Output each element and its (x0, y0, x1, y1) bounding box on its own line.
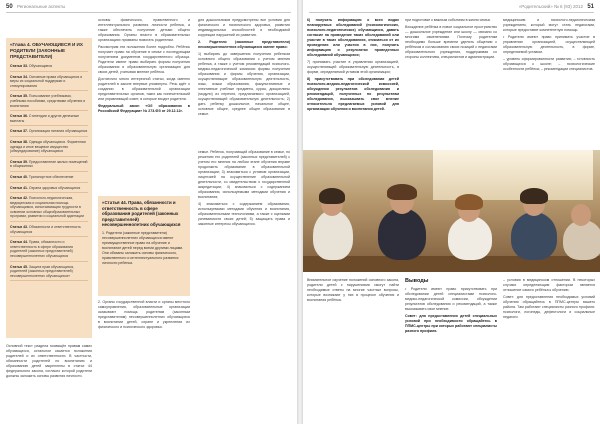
article-title: Одежда обучающихся. Форменная одежда и иное вещевое имущество (обмундирование) обучающихся (10, 139, 86, 154)
student-hair (520, 188, 548, 204)
article-title: Основные права обучающихся и меры их социальной поддержки и стимулирования (10, 74, 83, 88)
header-divider (309, 12, 594, 13)
article-title: Транспортное обеспечение (28, 174, 74, 179)
left-column-2-bottom (98, 300, 190, 422)
sidebar-article-item (10, 160, 88, 172)
paragraph: 8) присутствовать при обследовании детей психолого-медико-педагогической комиссией, обсуждении результатов обследования и рекомендаций, полученных по результатам обследования, высказывать свое мнение относительно предлагаемых условий для организации обучения и воспитания детей. (307, 77, 399, 111)
paragraph: для дошкольников предусмотрены все условия для физического и психического здоровья, развития индивидуальных способностей и необходимой коррекции нарушений их развития. (198, 18, 290, 37)
paragraph: при подготовке к важным событиям в жизни семьи. (405, 18, 491, 22)
photo-window (433, 150, 593, 200)
paragraph: Внимательное изучение положений основного закона, родители детей с нарушениями смогут найти необходимые ответы на многие частные вопросы, которые возникают у них в процессе обучения и воспитания ребёнка. (307, 278, 399, 302)
sidebar-article-item (10, 225, 88, 237)
paragraph: Достаточно много интересной статьи, когда именно родителей в законе впервые упомянуты. Речь идёт о создании в образовательной организации представительных органов, таких как попечительский или управляющий совет, в которые входят родители. (98, 77, 190, 101)
student-hair (319, 188, 345, 204)
paragraph: Совет: для предоставления необходимых условий обучения обращайтесь в ППМС-центры вашего района. Там работают специалисты разного профиля: психологи, логопеды, дефектологи и социальные педагоги. (503, 295, 595, 319)
article-number: Статья 39. (10, 159, 28, 164)
paragraph: 4) знакомиться с содержанием образования, используемыми методами обучения и воспитания, образовательными технологиями, а также с оценками успеваемости своих детей; 5) защищать права и законные интересы обучающихся. (198, 202, 290, 226)
issue-title: «Родительский» № 6 (93) 2012 (518, 4, 584, 9)
article-title: Обучающиеся (28, 64, 53, 68)
right-column-1-top (307, 18, 399, 148)
rights-heading: 2. Родители (законные представители) несовершеннолетних обучающихся имеют право: (198, 40, 290, 49)
article-title: Охрана здоровья обучающихся (28, 185, 81, 190)
paragraph: основы физического, нравственного и интеллектуального развития личности ребенка, а также обеспечить получение детьми общего образования. Органы власти в образовательных организациях призваны помогать родителям. (98, 18, 190, 42)
paragraph: • Родители имеют право принимать участие в управлении организацией, осуществляющей образовательную деятельность, в форме, определяемой уставом. (503, 35, 595, 54)
advice-paragraph: Совет: для предоставления детей специальных условий при необходимости обращайтесь в ППМС-центры при которых работают специалисты разного профиля. (405, 314, 497, 333)
article-title: Защита прав обучающихся, родителей (законных представителей) несовершеннолетних обучающихся» (10, 264, 75, 278)
article-title: Стипендии и другие денежные выплаты (10, 114, 80, 123)
paragraph: Вхождение ребёнка в новое социальное пространство — дошкольное учреждение или школу — связано со многими изменениями. Поэтому родителям необходимо больше времени уделять общению с ребёнком и согласованию своих позиций с педагогами образовательного учреждения, поддерживая со стороны коллектива, специалистов и администрации. (405, 25, 497, 59)
student-head (571, 204, 591, 226)
left-column-1-bottom (6, 344, 92, 422)
sidebar-article-item (10, 175, 88, 183)
paragraph: Основной текст раздела посвящён правам самих обучающихся, остальное касается положения родителей и их ответственности. В частности, обязанности родителей по воспитанию и образованию детей закреплены в статье 44 федерального закона, согласно которой родители должны заложить основы развития личности. (6, 344, 92, 378)
right-column-3-top (503, 18, 595, 148)
law-chapter-sidebar (6, 38, 92, 338)
highlight-title: «Статья 44. Права, обязанности и ответственность в сфере образования родителей (законных представителей) несовершеннолетних обучающихся (102, 200, 181, 228)
conclusions-heading: Выводы (405, 278, 429, 284)
header-divider (6, 12, 291, 13)
left-page-header (6, 4, 65, 10)
paragraph: 1) выбирать до завершения получения ребенком основного общего образования с учетом мнения ребенка, а также с учетом рекомендаций психолого-медико-педагогической комиссии формы получения образования и формы обучения, организации, осуществляющие образовательную деятельность, язык, языки образования, факультативные и элективные учебные предметы, курсы, дисциплины (модули) из перечня, предлагаемого организацией, осуществляющей образовательную деятельность; 2) дать ребенку дошкольное, начальное общее, основное общее, среднее общее образование в семье. (198, 52, 290, 116)
article-number: Статья 35. (10, 94, 28, 99)
sidebar-article-item (10, 75, 88, 92)
article-number: Статья 38. (10, 139, 28, 144)
paragraph: – уровень сформированности развития; – готовность обучающихся к школе; – психологические особенности ребёнка; – рекомендации специалистов. (503, 57, 595, 71)
student-figure (378, 208, 426, 260)
right-page-number: 51 (587, 4, 594, 10)
right-column-2-top (405, 18, 497, 148)
left-section-title: Региональные аспекты (16, 4, 66, 9)
right-column-3-bottom (503, 278, 595, 422)
sidebar-article-item (10, 186, 88, 194)
sidebar-article-item (10, 265, 88, 282)
right-column-2-bottom (405, 278, 497, 422)
article-number: Статья 41. (10, 185, 28, 190)
article-number: Статья 43. (10, 225, 28, 230)
sidebar-article-item (10, 129, 88, 137)
left-column-3-top (198, 18, 290, 146)
right-page-header (519, 4, 594, 10)
paragraph: 2. Органы государственной власти и органы местного самоуправления, образовательные организации оказывают помощь родителям (законным представителям) несовершеннолетних обучающихся в воспитании детей, охране и укреплении их физического и психического здоровья. (98, 300, 190, 329)
sidebar-title: «Глава 4. ОБУЧАЮЩИЕСЯ И ИХ РОДИТЕЛИ (ЗАКОННЫЕ ПРЕДСТАВИТЕЛИ) (10, 42, 83, 59)
paragraph: медицинским и психолого-педагогическим учреждением, который могут стать педагогами, которые предоставят компетентную помощь. (503, 18, 595, 32)
highlight-body: 1. Родители (законные представители) несовершеннолетних обучающихся имеют преимущественное право на обучение и воспитание детей перед всеми другими лицами. Они обязаны заложить основы физического, нравственного и интеллектуального развития личности ребенка. (102, 230, 184, 265)
article-number: Статья 33. (10, 64, 28, 68)
right-page (303, 0, 600, 424)
article-title: Организация питания обучающихся (28, 129, 88, 134)
article-44-highlight (98, 196, 190, 296)
article-number: Статья 37. (10, 129, 28, 134)
student-hair (387, 184, 417, 200)
article-title: Предоставление жилых помещений в общежитиях (10, 159, 88, 169)
sidebar-article-item (10, 94, 88, 111)
sidebar-article-item (10, 240, 88, 261)
photo-desk (303, 256, 600, 272)
sidebar-article-list (10, 64, 88, 281)
law-reference: Федеральный закон «Об образовании в Российской Федерации» № 273-ФЗ от 29.12.12г. (98, 104, 190, 113)
right-column-1-bottom (307, 278, 399, 422)
article-number: Статья 42. (10, 196, 28, 201)
sidebar-article-item (10, 64, 88, 72)
paragraph: Рассмотрим эти положения более подробно. Ребёнок получает право на обучение в семье с последующим получением документов государственного образца. Родители имеют право выбирать формы получения образования и образовательную организацию для своих детей, учитывая мнение ребёнка. (98, 45, 190, 74)
sidebar-article-item (10, 140, 88, 157)
sidebar-article-item (10, 114, 88, 126)
student-figure (313, 210, 353, 260)
article-title: Пользование учебниками, учебными пособиями, средствами обучения и воспитания (10, 94, 86, 108)
paragraph: – условия в медицинском отношении. В некоторых случаях определяющим фактором является отношение самого ребёнка к обучению. (503, 278, 595, 292)
paragraph: 7) принимать участие в управлении организацией, осуществляющей образовательную деятельность, в форме, определяемой уставом этой организации; (307, 60, 399, 74)
classroom-photo (303, 150, 600, 272)
paragraph: 6) получать информацию о всех видах планируемых обследований (психологических, психолого-педагогических) обучающихся, давать согласие на проведение таких обследований или участие в таких обследованиях, отказаться от их проведения или участия в них, получать информацию о результатах проведенных обследований обучающихся; (307, 18, 399, 57)
article-number: Статья 44. (10, 240, 28, 245)
article-title: Психолого-педагогическая, медицинская и социальная помощь обучающимся, испытывающим трудности в освоении основных общеобразовательных программ, развитии и социальной адаптации (10, 196, 84, 219)
article-title: Обязанности и ответственность обучающихся (10, 225, 81, 234)
student-figure (511, 212, 557, 260)
paragraph: • Родители имеют право присутствовать при обследовании детей специалистами психолого-медико-педагогической комиссии, обсуждении результатов обследования и рекомендаций, а также высказывать свое мнение. (405, 287, 497, 311)
student-figure (563, 220, 600, 260)
student-hair (455, 194, 483, 210)
left-page-number: 50 (6, 4, 13, 10)
article-title: Права, обязанности и ответственность в сфере образования родителей (законных представителей) несовершеннолетних обучающихся (10, 240, 73, 259)
article-number: Статья 40. (10, 174, 28, 179)
article-number: Статья 36. (10, 114, 28, 119)
student-figure (448, 216, 492, 260)
article-number: Статья 45. (10, 264, 28, 269)
paragraph: семье. Ребенок, получающий образование в семье, по решению его родителей (законных представителей) с учетом его мнения на любом этапе обучения вправе продолжить образование в образовательной организации; 3) знакомиться с уставом организации, лицензией на осуществление образовательной деятельности, со свидетельством о государственной аккредитации; 4) знакомиться с содержанием образования, используемыми методами обучения и воспитания; (198, 150, 290, 199)
left-column-3-bottom (198, 150, 290, 422)
left-column-2-top (98, 18, 190, 146)
sidebar-article-item (10, 196, 88, 222)
left-page (0, 0, 297, 424)
article-number: Статья 34. (10, 74, 28, 79)
